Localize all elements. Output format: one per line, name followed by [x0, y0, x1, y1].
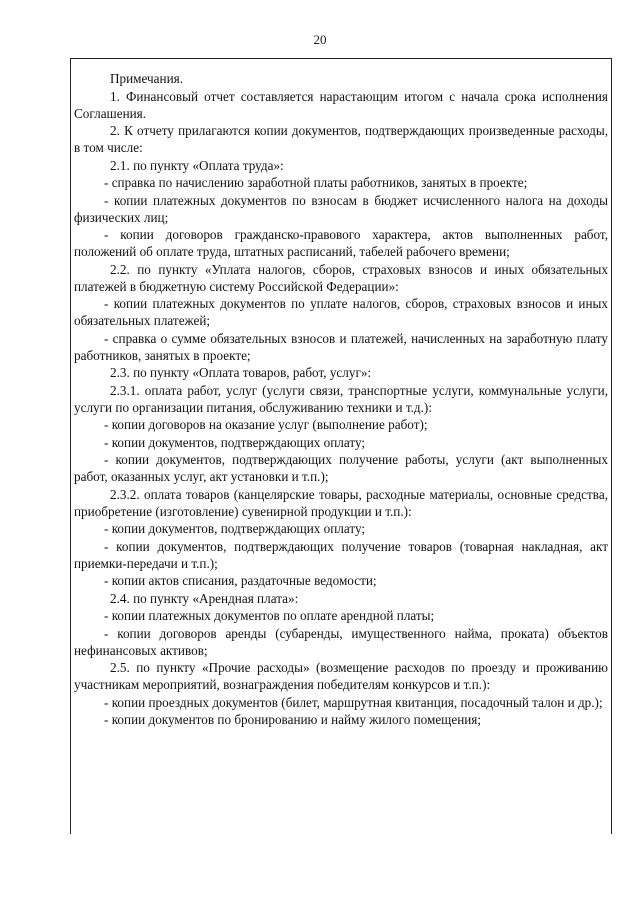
list-item: - копии документов, подтверждающих оплату; — [104, 521, 366, 536]
list-item: - копии документов по бронированию и найму жилого помещения; — [104, 712, 482, 727]
paragraph: 2.3. по пункту «Оплата товаров, работ, услуг»: — [110, 365, 372, 380]
list-item: - копии платежных документов по взносам в бюджет исчисленного налога на доходы физических лиц; — [74, 192, 608, 225]
paragraph: 2.3.1. оплата работ, услуг (услуги связи, транспортные услуги, коммунальные услуги, услуги по организации питания, обслуживанию техники и т.д.): — [74, 382, 608, 415]
list-item: - справка по начислению заработной платы работников, занятых в проекте; — [104, 175, 528, 190]
paragraph: 2.2. по пункту «Уплата налогов, сборов, страховых взносов и иных обязательных платежей в бюджетную систему Российской Федерации»: — [74, 261, 608, 294]
document-body — [74, 70, 608, 729]
paragraph: 2.5. по пункту «Прочие расходы» (возмещение расходов по проезду и проживанию участникам мероприятий, вознаграждения победителям конкурсов и т.п.): — [74, 660, 608, 692]
list-item: - копии документов, подтверждающих получение товаров (товарная накладная, акт приемки-передачи и т.п.); — [74, 538, 608, 571]
list-item: - копии актов списания, раздаточные ведомости; — [104, 573, 377, 588]
list-item: - копии договоров аренды (субаренды, имущественного найма, проката) объектов нефинансовых активов; — [74, 625, 608, 658]
list-item: - копии проездных документов (билет, маршрутная квитанция, посадочный талон и др.); — [104, 694, 603, 710]
list-item: - копии документов, подтверждающих получение работы, услуги (акт выполненных работ, оказанных услуг, акт установки и т.п.); — [74, 452, 608, 484]
list-item: - копии платежных документов по оплате арендной платы; — [104, 608, 435, 623]
list-item: - копии документов, подтверждающих оплату; — [104, 434, 366, 450]
paragraph: 2.4. по пункту «Арендная плата»: — [110, 590, 299, 606]
paragraph: 2. К отчету прилагаются копии документов, подтверждающих произведенные расходы, в том числе: — [74, 123, 608, 155]
list-item: - копии договоров на оказание услуг (выполнение работ); — [104, 417, 428, 432]
paragraph: 2.1. по пункту «Оплата труда»: — [110, 157, 284, 173]
paragraph: 2.3.2. оплата товаров (канцелярские товары, расходные материалы, основные средства, приобретение (изготовление) сувенирной продукции и т.п.): — [74, 486, 608, 519]
page-number: 20 — [313, 32, 327, 47]
paragraph: 1. Финансовый отчет составляется нарастающим итогом с начала срока исполнения Соглашения. — [74, 88, 608, 121]
list-item: - справка о сумме обязательных взносов и платежей, начисленных на заработную плату работников, занятых в проекте; — [74, 330, 608, 363]
notes-heading: Примечания. — [110, 71, 184, 86]
list-item: - копии платежных документов по уплате налогов, сборов, страховых взносов и иных обязательных платежей; — [74, 296, 608, 328]
list-item: - копии договоров гражданско-правового характера, актов выполненных работ, положений об оплате труда, штатных расписаний, табелей рабочего времени; — [74, 227, 608, 259]
